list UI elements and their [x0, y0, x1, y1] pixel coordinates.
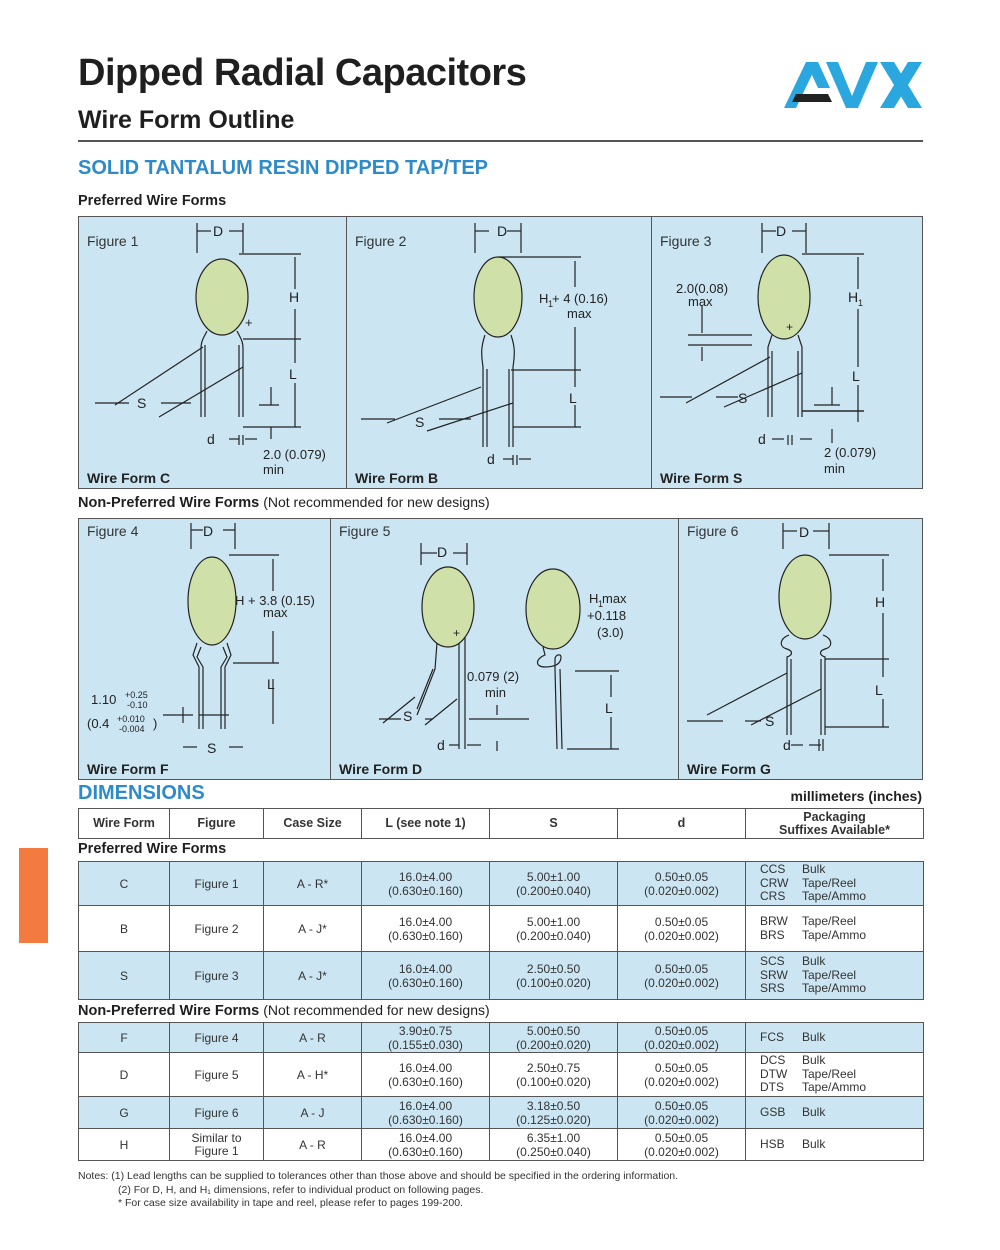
case-size-cell: A - J: [264, 1097, 362, 1129]
packaging-suffix: [760, 969, 923, 983]
L-cell-in: (0.630±0.160): [388, 1144, 463, 1159]
fig3-min: min: [824, 461, 845, 476]
fig1-min-value: 2.0 (0.079): [263, 447, 326, 462]
preferred-figures-panel: [78, 216, 923, 489]
L-cell-mm: 16.0±4.00: [398, 1130, 453, 1145]
fig2-L-label: L: [569, 390, 577, 406]
S-cell-in: (0.200±0.040): [516, 928, 591, 943]
fig2-d-label: d: [487, 451, 495, 467]
figure-cell: Figure 5: [170, 1053, 264, 1097]
table-row: [79, 906, 924, 952]
wire-form-cell: S: [79, 952, 170, 1000]
figure-6-label: Figure 6: [687, 523, 739, 539]
fig6-H-label: H: [875, 594, 886, 610]
packaging-cell: [746, 1097, 924, 1129]
suffix-type: Bulk: [802, 1136, 826, 1151]
preferred-dimensions-table: [78, 861, 924, 1000]
wire-form-cell: C: [79, 862, 170, 906]
suffix-type: Bulk: [802, 1029, 826, 1044]
L-cell-in: (0.630±0.160): [388, 883, 463, 898]
note-3: * For case size availability in tape and reel, please refer to pages 199-200.: [118, 1197, 463, 1209]
d-cell: [618, 1053, 746, 1097]
case-size-cell: A - J*: [264, 906, 362, 952]
figure-cell: Figure 4: [170, 1023, 264, 1053]
figure-3-label: Figure 3: [660, 233, 712, 249]
packaging-suffix: [760, 915, 923, 929]
fig1-H-label: H: [289, 289, 300, 305]
note-2: (2) For D, H, and H₁ dimensions, refer to individual product on following pages.: [118, 1183, 484, 1196]
figure-5-cell: [331, 519, 679, 779]
L-cell: [362, 906, 490, 952]
table-row: [79, 952, 924, 1000]
dimensions-title: DIMENSIONS: [78, 782, 205, 804]
S-cell-mm: 2.50±0.75: [526, 1060, 581, 1075]
fig4-110-up: +0.25: [125, 690, 148, 700]
packaging-suffix: [760, 1138, 923, 1152]
suffix-code: BRS: [760, 927, 785, 942]
suffix-code: CRS: [760, 889, 786, 904]
table-row: [79, 1129, 924, 1161]
d-cell-in: (0.020±0.002): [644, 1144, 719, 1159]
figure-cell: Figure 1: [170, 862, 264, 906]
section-title: SOLID TANTALUM RESIN DIPPED TAP/TEP: [78, 157, 489, 179]
table-row: [79, 1097, 924, 1129]
d-cell: [618, 906, 746, 952]
S-cell-mm: 3.18±0.50: [526, 1098, 581, 1113]
figure-1-label: Figure 1: [87, 233, 139, 249]
fig4-110-dn: -0.10: [127, 700, 148, 710]
suffix-type: Tape/Reel: [802, 967, 857, 982]
figure-3-drawing: [652, 217, 922, 487]
packaging-suffix: [760, 863, 923, 877]
col-packaging-line1: Packaging: [803, 809, 866, 824]
suffix-type: Bulk: [802, 1104, 826, 1119]
packaging-cell: [746, 906, 924, 952]
L-cell-in: (0.630±0.160): [388, 928, 463, 943]
fig4-S-label: S: [207, 740, 217, 756]
fig2-h1-rest: + 4 (0.16): [552, 291, 609, 306]
figure-2-wireform: Wire Form B: [355, 470, 439, 486]
figure-1-wireform: Wire Form C: [87, 470, 171, 486]
figure-cell: Figure 2: [170, 906, 264, 952]
L-cell: [362, 862, 490, 906]
figure-5-drawing: [331, 519, 677, 779]
suffix-type: Tape/Ammo: [802, 927, 867, 942]
L-cell: [362, 1097, 490, 1129]
suffix-type: Tape/Ammo: [802, 1080, 867, 1095]
fig3-h1: H: [848, 289, 859, 305]
wire-form-cell: H: [79, 1129, 170, 1161]
wire-form-cell: F: [79, 1023, 170, 1053]
d-cell-mm: 0.50±0.05: [654, 869, 709, 884]
S-cell: [490, 862, 618, 906]
S-cell-mm: 6.35±1.00: [526, 1130, 581, 1145]
suffix-type: Tape/Ammo: [802, 981, 867, 996]
fig2-D-label: D: [497, 223, 508, 239]
col-packaging: [746, 809, 924, 839]
d-cell: [618, 862, 746, 906]
dims-non-preferred-heading-text: Non-Preferred Wire Forms: [78, 1003, 260, 1019]
note-1: Notes: (1) Lead lengths can be supplied to tolerances other than those above and should be specified in the ordering information.: [78, 1170, 679, 1182]
S-cell-mm: 5.00±0.50: [526, 1023, 581, 1038]
fig3-d-label: d: [758, 431, 766, 447]
fig3-max: max: [688, 294, 713, 309]
page-subtitle: Wire Form Outline: [78, 106, 295, 134]
fig4-L-label: L: [267, 676, 275, 692]
d-cell-mm: 0.50±0.05: [654, 961, 709, 976]
d-cell-in: (0.020±0.002): [644, 928, 719, 943]
non-preferred-heading: [78, 494, 490, 511]
suffix-code: DTW: [760, 1066, 788, 1081]
fig4-max: max: [263, 605, 288, 620]
packaging-suffix: [760, 1068, 923, 1082]
non-preferred-note: (Not recommended for new designs): [263, 494, 490, 510]
S-cell: [490, 952, 618, 1000]
L-cell-in: (0.155±0.030): [388, 1037, 463, 1052]
figure-2-cell: [347, 217, 652, 488]
dims-preferred-heading: Preferred Wire Forms: [78, 841, 227, 857]
packaging-suffix: [760, 1081, 923, 1095]
fig2-S-label: S: [415, 414, 425, 430]
col-figure: Figure: [170, 809, 264, 839]
fig5-plus118: +0.118: [587, 608, 627, 623]
d-cell-in: (0.020±0.002): [644, 1037, 719, 1052]
fig3-20: 2.0(0.08): [676, 281, 729, 296]
figure-cell: Figure 6: [170, 1097, 264, 1129]
col-d: d: [618, 809, 746, 839]
fig5-S-label: S: [403, 708, 413, 724]
preferred-rows: [79, 862, 924, 1000]
dimensions-header-table: [78, 808, 924, 839]
fig5-D-label: D: [437, 544, 448, 560]
figure-1-drawing: [79, 217, 345, 487]
fig2-h1: H: [539, 291, 549, 306]
S-cell: [490, 906, 618, 952]
wire-form-cell: B: [79, 906, 170, 952]
fig4-04: (0.4: [87, 716, 110, 731]
S-cell: [490, 1129, 618, 1161]
figure-6-drawing: [679, 519, 922, 779]
L-cell: [362, 1129, 490, 1161]
figure-6-wireform: Wire Form G: [687, 761, 771, 777]
S-cell-mm: 5.00±1.00: [526, 914, 581, 929]
dims-non-preferred-note: (Not recommended for new designs): [263, 1002, 490, 1018]
L-cell-in: (0.630±0.160): [388, 1112, 463, 1127]
packaging-suffix: [760, 955, 923, 969]
col-L: L (see note 1): [362, 809, 490, 839]
fig1-plus: +: [245, 315, 253, 330]
L-cell-mm: 16.0±4.00: [398, 914, 453, 929]
L-cell-mm: 16.0±4.00: [398, 961, 453, 976]
fig5-min: min: [485, 685, 506, 700]
fig3-L-label: L: [852, 368, 860, 384]
packaging-cell: [746, 1053, 924, 1097]
S-cell: [490, 1053, 618, 1097]
case-size-cell: A - H*: [264, 1053, 362, 1097]
fig6-d-label: d: [783, 737, 791, 753]
table-row: [79, 1053, 924, 1097]
packaging-suffix: [760, 1054, 923, 1068]
suffix-code: GSB: [760, 1104, 786, 1119]
packaging-suffix: [760, 929, 923, 943]
d-cell-mm: 0.50±0.05: [654, 1060, 709, 1075]
col-case-size: Case Size: [264, 809, 362, 839]
fig5-30: (3.0): [597, 625, 624, 640]
fig3-h1-sub: 1: [858, 298, 864, 308]
d-cell-in: (0.020±0.002): [644, 1112, 719, 1127]
S-cell: [490, 1097, 618, 1129]
fig5-0079: 0.079 (2): [467, 669, 520, 684]
page-title: Dipped Radial Capacitors: [78, 52, 527, 94]
L-cell: [362, 1023, 490, 1053]
wire-form-cell: D: [79, 1053, 170, 1097]
wire-form-cell: G: [79, 1097, 170, 1129]
suffix-code: HSB: [760, 1136, 785, 1151]
figure-1-cell: [79, 217, 347, 488]
fig4-04-dn: -0.004: [119, 724, 145, 734]
packaging-suffix: [760, 877, 923, 891]
d-cell-in: (0.020±0.002): [644, 1074, 719, 1089]
packaging-cell: [746, 862, 924, 906]
fig4-D-label: D: [203, 523, 214, 539]
S-cell-mm: 5.00±1.00: [526, 869, 581, 884]
fig3-S-label: S: [738, 390, 748, 406]
suffix-code: SRS: [760, 981, 785, 996]
suffix-type: Tape/Reel: [802, 914, 857, 928]
fig2-h1-sub: 1: [548, 299, 554, 309]
d-cell: [618, 1129, 746, 1161]
d-cell-mm: 0.50±0.05: [654, 1098, 709, 1113]
fig2-max: max: [567, 306, 592, 321]
packaging-cell: [746, 1129, 924, 1161]
figure-3-cell: [652, 217, 922, 488]
case-size-cell: A - R: [264, 1023, 362, 1053]
fig5-d-label: d: [437, 737, 445, 753]
fig4-close: ): [153, 716, 158, 731]
col-wire-form: Wire Form: [79, 809, 170, 839]
S-cell-in: (0.125±0.020): [516, 1112, 591, 1127]
fig3-plus: +: [786, 320, 794, 334]
fig1-min-text: min: [263, 462, 284, 477]
fig4-h: H + 3.8 (0.15): [235, 593, 315, 608]
d-cell: [618, 1097, 746, 1129]
suffix-type: Tape/Reel: [802, 1066, 857, 1081]
suffix-code: DTS: [760, 1080, 784, 1095]
table-row: [79, 1023, 924, 1053]
L-cell-mm: 16.0±4.00: [398, 869, 453, 884]
figure-4-cell: [79, 519, 331, 779]
d-cell-mm: 0.50±0.05: [654, 1023, 709, 1038]
d-cell-in: (0.020±0.002): [644, 883, 719, 898]
packaging-cell: [746, 952, 924, 1000]
suffix-type: Tape/Reel: [802, 875, 857, 890]
suffix-type: Bulk: [802, 862, 826, 877]
L-cell-in: (0.630±0.160): [388, 975, 463, 990]
suffix-code: SCS: [760, 954, 785, 969]
figure-2-label: Figure 2: [355, 233, 407, 249]
case-size-cell: A - R: [264, 1129, 362, 1161]
units-label: millimeters (inches): [790, 788, 922, 804]
preferred-heading: Preferred Wire Forms: [78, 193, 227, 209]
non-preferred-dimensions-table: [78, 1022, 924, 1161]
fig1-L-label: L: [289, 366, 297, 382]
suffix-code: CCS: [760, 862, 786, 877]
fig5-L-label: L: [605, 700, 613, 716]
fig5-plus: +: [453, 626, 461, 640]
S-cell-mm: 2.50±0.50: [526, 961, 581, 976]
suffix-code: SRW: [760, 967, 788, 982]
fig4-04-up: +0.010: [117, 714, 145, 724]
S-cell: [490, 1023, 618, 1053]
figure-5-wireform: Wire Form D: [339, 761, 423, 777]
figure-cell: Figure 3: [170, 952, 264, 1000]
L-cell: [362, 1053, 490, 1097]
col-S: S: [490, 809, 618, 839]
packaging-suffix: [760, 1106, 923, 1120]
case-size-cell: A - J*: [264, 952, 362, 1000]
d-cell-in: (0.020±0.002): [644, 975, 719, 990]
table-row: [79, 862, 924, 906]
figure-3-wireform: Wire Form S: [660, 470, 743, 486]
case-size-cell: A - R*: [264, 862, 362, 906]
dims-non-preferred-heading: [78, 1002, 490, 1019]
L-cell: [362, 952, 490, 1000]
fig6-S-label: S: [765, 713, 775, 729]
suffix-code: BRW: [760, 914, 788, 928]
packaging-suffix: [760, 982, 923, 996]
S-cell-in: (0.100±0.020): [516, 1074, 591, 1089]
figure-4-drawing: [79, 519, 329, 779]
avx-logo: [782, 58, 924, 112]
L-cell-in: (0.630±0.160): [388, 1074, 463, 1089]
fig5-h1-sub: 1: [598, 599, 604, 609]
col-packaging-line2: Suffixes Available*: [779, 822, 890, 837]
non-preferred-heading-text: Non-Preferred Wire Forms: [78, 495, 260, 511]
S-cell-in: (0.200±0.040): [516, 883, 591, 898]
suffix-code: CRW: [760, 875, 789, 890]
d-cell: [618, 1023, 746, 1053]
fig1-S-label: S: [137, 395, 147, 411]
fig4-110: 1.10: [91, 692, 117, 707]
packaging-suffix: [760, 1031, 923, 1045]
fig5-h1-rest: max: [602, 591, 627, 606]
S-cell-in: (0.100±0.020): [516, 975, 591, 990]
L-cell-mm: 3.90±0.75: [398, 1023, 453, 1038]
suffix-code: FCS: [760, 1029, 784, 1044]
fig3-D-label: D: [776, 223, 787, 239]
L-cell-mm: 16.0±4.00: [398, 1060, 453, 1075]
S-cell-in: (0.250±0.040): [516, 1144, 591, 1159]
suffix-type: Bulk: [802, 1053, 826, 1068]
figure-6-cell: [679, 519, 922, 779]
fig5-h1: H: [589, 591, 599, 606]
figure-4-label: Figure 4: [87, 523, 139, 539]
S-cell-in: (0.200±0.020): [516, 1037, 591, 1052]
fig1-d-label: d: [207, 431, 215, 447]
page-tab-marker: [19, 848, 48, 943]
fig6-L-label: L: [875, 682, 883, 698]
d-cell-mm: 0.50±0.05: [654, 1130, 709, 1145]
d-cell: [618, 952, 746, 1000]
L-cell-mm: 16.0±4.00: [398, 1098, 453, 1113]
figure-4-wireform: Wire Form F: [87, 761, 169, 777]
figure-5-label: Figure 5: [339, 523, 391, 539]
non-preferred-rows: [79, 1023, 924, 1161]
fig3-2: 2 (0.079): [824, 445, 877, 460]
fig1-D-label: D: [213, 223, 224, 239]
d-cell-mm: 0.50±0.05: [654, 914, 709, 929]
packaging-suffix: [760, 890, 923, 904]
non-preferred-figures-panel: [78, 518, 923, 780]
header-divider: [78, 140, 923, 142]
figure-cell: Similar to Figure 1: [170, 1129, 264, 1161]
notes: [78, 1170, 678, 1211]
fig6-D-label: D: [799, 524, 810, 540]
packaging-cell: [746, 1023, 924, 1053]
suffix-code: DCS: [760, 1053, 786, 1068]
figure-2-drawing: [347, 217, 650, 487]
suffix-type: Tape/Ammo: [802, 889, 867, 904]
suffix-type: Bulk: [802, 954, 826, 969]
